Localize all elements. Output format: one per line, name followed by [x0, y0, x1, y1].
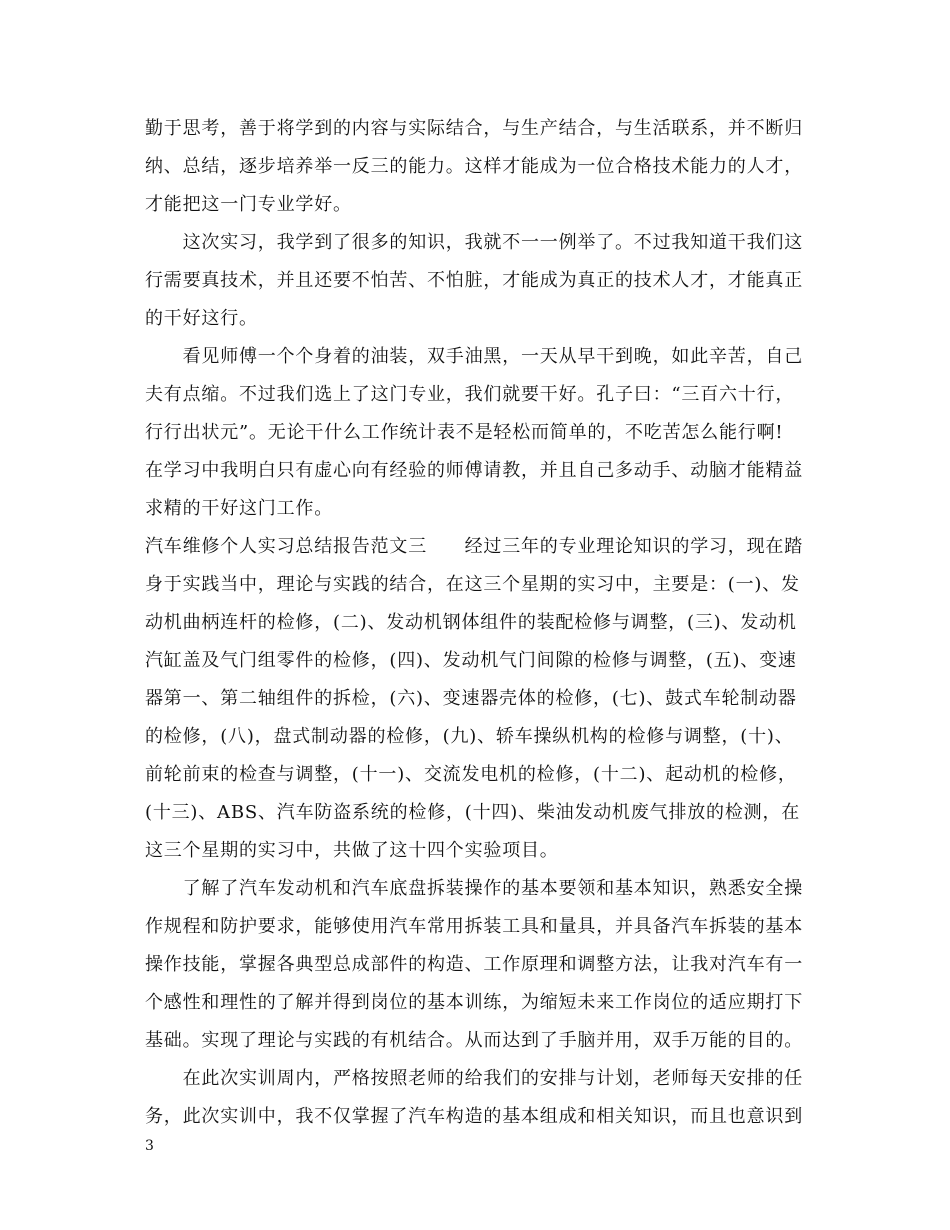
text-line: 汽缸盖及气门组零件的检修，(四)、发动机气门间隙的检修与调整，(五)、变速 — [145, 650, 797, 671]
text-line: 动机曲柄连杆的检修，(二)、发动机钢体组件的装配检修与调整，(三)、发动机 — [145, 612, 797, 633]
text-line: 才能把这一门专业学好。 — [145, 194, 352, 215]
section-heading-line: 汽车维修个人实习总结报告范文三 经过三年的专业理论知识的学习，现在踏 — [145, 536, 803, 557]
text-line: 身于实践当中，理论与实践的结合，在这三个星期的实习中，主要是：(一)、发 — [145, 574, 800, 595]
text-line: 务，此次实训中，我不仅掌握了汽车构造的基本组成和相关知识，而且也意识到 — [145, 1106, 803, 1127]
text-line: (十三)、ABS、汽车防盗系统的检修，(十四)、柴油发动机废气排放的检测，在 — [145, 802, 801, 823]
text-line: 夫有点缩。不过我们选上了这门专业，我们就要干好。孔子曰：“三百六十行， — [145, 384, 795, 405]
text-line: 求精的干好这门工作。 — [145, 498, 333, 519]
text-line: 纳、总结，逐步培养举一反三的能力。这样才能成为一位合格技术能力的人才， — [145, 156, 803, 177]
page-number: 3 — [145, 1138, 154, 1154]
text-line: 前轮前束的检查与调整，(十一)、交流发电机的检修，(十二)、起动机的检修， — [145, 764, 797, 785]
text-line: 看见师傅一个个身着的油装，双手油黑，一天从早干到晚，如此辛苦，自己 — [145, 346, 803, 367]
text-line: 的干好这行。 — [145, 308, 258, 329]
text-line: 作规程和防护要求，能够使用汽车常用拆装工具和量具，并具备汽车拆装的基本 — [145, 916, 803, 937]
text-line: 在此次实训周内，严格按照老师的给我们的安排与计划，老师每天安排的任 — [145, 1068, 803, 1089]
text-line: 勤于思考，善于将学到的内容与实际结合，与生产结合，与生活联系，并不断归 — [145, 118, 803, 139]
text-line: 行行出状元”。无论干什么工作统计表不是轻松而简单的，不吃苦怎么能行啊! — [145, 422, 784, 443]
text-line: 行需要真技术，并且还要不怕苦、不怕脏，才能成为真正的技术人才，才能真正 — [145, 270, 803, 291]
text-line: 在学习中我明白只有虚心向有经验的师傅请教，并且自己多动手、动脑才能精益 — [145, 460, 803, 481]
text-line: 这次实习，我学到了很多的知识，我就不一一例举了。不过我知道干我们这 — [145, 232, 803, 253]
text-line: 操作技能，掌握各典型总成部件的构造、工作原理和调整方法，让我对汽车有一 — [145, 954, 803, 975]
text-line: 基础。实现了理论与实践的有机结合。从而达到了手脑并用，双手万能的目的。 — [145, 1030, 803, 1051]
text-line: 这三个星期的实习中，共做了这十四个实验项目。 — [145, 840, 559, 861]
text-line: 个感性和理性的了解并得到岗位的基本训练，为缩短未来工作岗位的适应期打下 — [145, 992, 803, 1013]
text-line: 的检修，(八)，盘式制动器的检修，(九)、轿车操纵机构的检修与调整，(十)、 — [145, 726, 794, 747]
text-line: 器第一、第二轴组件的拆检，(六)、变速器壳体的检修，(七)、鼓式车轮制动器 — [145, 688, 797, 709]
text-line: 了解了汽车发动机和汽车底盘拆装操作的基本要领和基本知识，熟悉安全操 — [145, 878, 803, 899]
